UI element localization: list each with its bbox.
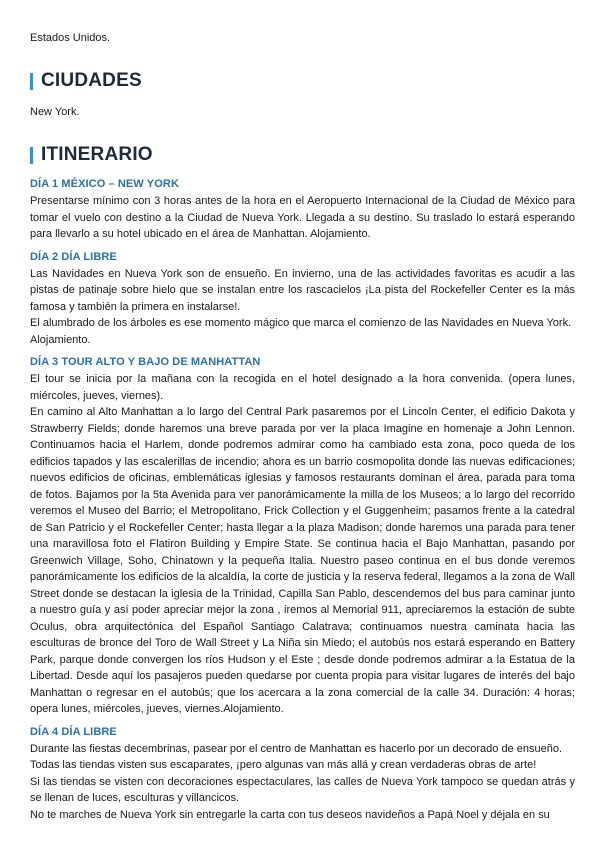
itinerary-days — [30, 176, 575, 829]
day-1 — [30, 176, 575, 243]
heading-accent-bar — [30, 147, 33, 164]
day-paragraph: El tour se inicia por la mañana con la recogida en el hotel designado a la hora convenida. (opera lunes, miércoles, jueves, viernes). — [30, 373, 575, 402]
day-4 — [30, 724, 575, 824]
day-paragraph: En camino al Alto Manhattan a lo largo del Central Park pasaremos por el Lincoln Center, el edificio Dakota y Strawberry Fields; donde haremos una breve parada por ver la placa Imagine en homenaje a John Lennon. Continuamos hacia el Harlem, donde podremos admirar como ha cambiado esta zona, poco queda de los edificios tapados y las escalerillas de incendio; ahora es un barrio cosmopolita donde las nuevas edificaciones; nuevos edificios de oficinas, emblemáticas iglesias y famosos restaurants dominan el área, parada para toma de fotos. Bajamos por la 5ta Avenida para ver panorámicamente la milla de los Museos; a lo largo del recorrido veremos el Museo del Barrio; el Metropolitano, Frick Collection y el Guggenheim; pasamos frente a la catedral de San Patricio y el Rockefeller Center; hasta llegar a la plaza Madison; donde haremos una parada para tener una maravillosa foto el Flatiron Building y Empire State. Se continua hacia el Bajo Manhattan, pasando por Greenwich Village, Soho, Chinatown y la pequeña Italia. Nuestro paseo continua en el bus donde veremos panorámicamente los edificios de la alcaldía, la corte de justicia y la reserva federal, llegamos a la zona de Wall Street donde se destacan la iglesia de la Trinidad, Capilla San Pablo, descendemos del bus para caminar junto a nuestro guía y así poder apreciar mejor la zona , iremos al Memorial 911, apreciaremos la estación de subte Oculus, obra arquitectónica del Español Santiago Calatrava; continuamos nuestra caminata hacia las esculturas de bronce del Toro de Wall Street y La Niña sin Miedo; el autobús nos estará esperando en Battery Park, parque donde convergen los ríos Hudson y el Este ; desde donde podremos admirar a la Estatua de la Libertad. Desde aquí los pasajeros pueden quedarse por cuenta propia para visitar lugares de interés del bajo Manhattan o regresar en el autobús; que los acercara a la zona comercial de la calle 34. Duración: 4 horas; opera lunes, miércoles, jueves, viernes.Alojamiento. — [30, 406, 575, 715]
day-paragraph: Si las tiendas se visten con decoraciones espectaculares, las calles de Nueva York tampoco se quedan atrás y se llenan de luces, esculturas y villancicos. — [30, 775, 575, 804]
cities-heading — [30, 70, 142, 92]
day-paragraph: Presentarse mínimo con 3 horas antes de la hora en el Aeropuerto Internacional de la Ciudad de México para tomar el vuelo con destino a la Ciudad de Nueva York. Llegada a su destino. Su traslado lo estará esperando para llevarlo a su hotel ubicado en el área de Manhattan. Alojamiento. — [30, 195, 575, 240]
day-title: DÍA 1 MÉXICO – NEW YORK — [30, 178, 179, 190]
cities-heading-label: CIUDADES — [41, 70, 142, 91]
day-paragraph: Las Navidades en Nueva York son de ensueño. En invierno, una de las actividades favoritas es acudir a las pistas de patinaje sobre hielo que se instalan entre los rascacielos ¡La pista del Rockefeller Center es la más famosa y también la primera en instalarse!. — [30, 267, 575, 313]
day-title: DÍA 3 TOUR ALTO Y BAJO DE MANHATTAN — [30, 356, 261, 368]
day-title: DÍA 4 DÍA LIBRE — [30, 725, 117, 738]
day-paragraph: No te marches de Nueva York sin entregarle la carta con tus deseos navideños a Papá Noel y déjala en su — [30, 808, 550, 821]
day-paragraph: Durante las fiestas decembrinas, pasear por el centro de Manhattan es hacerlo por un decorado de ensueño. — [30, 742, 562, 755]
day-3 — [30, 354, 575, 718]
heading-accent-bar — [30, 73, 33, 90]
day-paragraph: El alumbrado de los árboles es ese momento mágico que marca el comienzo de las Navidades en Nueva York. Alojamiento. — [30, 317, 572, 346]
intro-text: Estados Unidos. — [30, 32, 111, 44]
day-2 — [30, 249, 575, 349]
itinerary-heading — [30, 144, 153, 166]
day-title: DÍA 2 DÍA LIBRE — [30, 250, 117, 263]
itinerary-heading-label: ITINERARIO — [41, 144, 153, 165]
cities-text: New York. — [30, 106, 80, 118]
day-paragraph: Todas las tiendas visten sus escaparates, ¡pero algunas van más allá y crean verdaderas obras de arte! — [30, 759, 537, 771]
